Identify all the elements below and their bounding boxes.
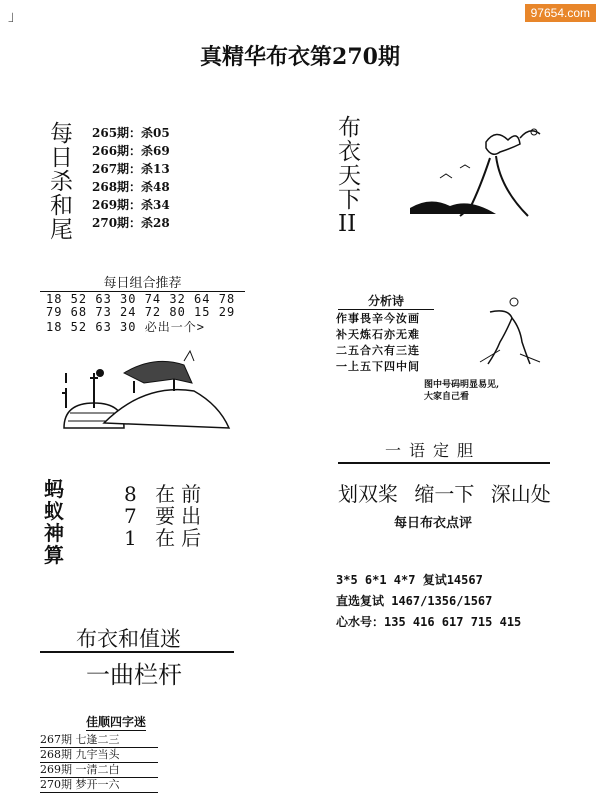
poem-caption-line: 大家自己看	[424, 392, 470, 402]
vertical-char: 衣	[338, 139, 361, 165]
site-watermark: 97654.com	[525, 4, 596, 22]
vertical-char: 下	[338, 187, 361, 213]
four-char-row: 268期 九宇当头	[40, 746, 158, 763]
vertical-char: 神	[44, 521, 64, 545]
combo-row: 79 68 73 24 72 80 15 29	[46, 305, 236, 319]
kill-item: 266期：杀69	[92, 144, 170, 158]
analysis-poem-title: 分析诗	[338, 292, 434, 310]
yiyu-phrases: 划双桨 缩一下 深山处	[338, 482, 551, 506]
kill-item: 269期：杀34	[92, 198, 170, 212]
poem-line: 作事畏辛今汝画	[336, 312, 420, 325]
poem-caption-line: 图中号码明显易见,	[424, 380, 500, 390]
combo-row: 18 52 63 30 必出一个>	[46, 320, 205, 334]
vertical-char: 算	[44, 543, 64, 567]
insect-god-row: 8 在前	[124, 482, 208, 506]
insect-god-row: 1 在后	[124, 526, 208, 550]
four-char-row: 270期 梦开一六	[40, 776, 158, 793]
code-line: 直选复试 1467/1356/1567	[336, 594, 493, 608]
vertical-char: 布	[338, 115, 361, 141]
buyi-tianxia-title	[338, 116, 368, 236]
section-divider	[338, 462, 550, 464]
daily-combo-title: 每日组合推荐	[40, 272, 245, 292]
poem-line: 一上五下四中间	[336, 360, 420, 373]
vertical-char: 日	[50, 145, 73, 171]
dancer-illustration	[460, 292, 550, 372]
buyi-riddle-answer: 一曲栏杆	[86, 661, 182, 689]
buyi-riddle-title: 布衣和值迷	[76, 627, 181, 651]
kill-item: 268期：杀48	[92, 180, 170, 194]
poem-line: 补天炼石亦无难	[336, 328, 420, 341]
four-char-row: 267期 七逢二三	[40, 731, 158, 748]
insect-god-vertical-title	[44, 478, 68, 566]
code-line: 3*5 6*1 4*7 复试14567	[336, 573, 483, 587]
page-title: 真精华布衣第270期	[200, 44, 400, 70]
combo-row: 18 52 63 30 74 32 64 78	[46, 292, 236, 306]
vertical-char: 天	[338, 163, 361, 189]
kill-item: 270期：杀28	[92, 216, 170, 230]
vertical-char: 杀	[50, 169, 73, 195]
code-line: 心水号：135 416 617 715 415	[336, 615, 522, 629]
vertical-char: 蚂	[44, 477, 64, 501]
four-char-row: 269期 一清二白	[40, 761, 158, 778]
daily-kill-list	[92, 124, 170, 232]
vertical-char: 和	[50, 193, 73, 219]
desert-hyena-illustration	[44, 333, 244, 438]
four-char-riddle-title: 佳顺四字迷	[86, 715, 147, 729]
corner-mark: 」	[8, 9, 22, 25]
vertical-char: 蚁	[44, 499, 64, 523]
kill-item: 265期：杀05	[92, 126, 170, 140]
section-divider	[40, 651, 234, 653]
kill-item: 267期：杀13	[92, 162, 170, 176]
vertical-char: II	[338, 211, 357, 237]
daily-comment-title: 每日布衣点评	[394, 516, 473, 531]
vertical-char: 每	[50, 121, 73, 147]
vertical-char: 尾	[50, 217, 73, 243]
yiyu-dingdan-title: 一语定胆	[384, 441, 481, 460]
poem-line: 二五合六有三连	[336, 344, 420, 357]
dragon-illustration	[400, 118, 570, 228]
insect-god-row: 7 要出	[124, 504, 208, 528]
daily-kill-vertical-title	[50, 122, 76, 242]
